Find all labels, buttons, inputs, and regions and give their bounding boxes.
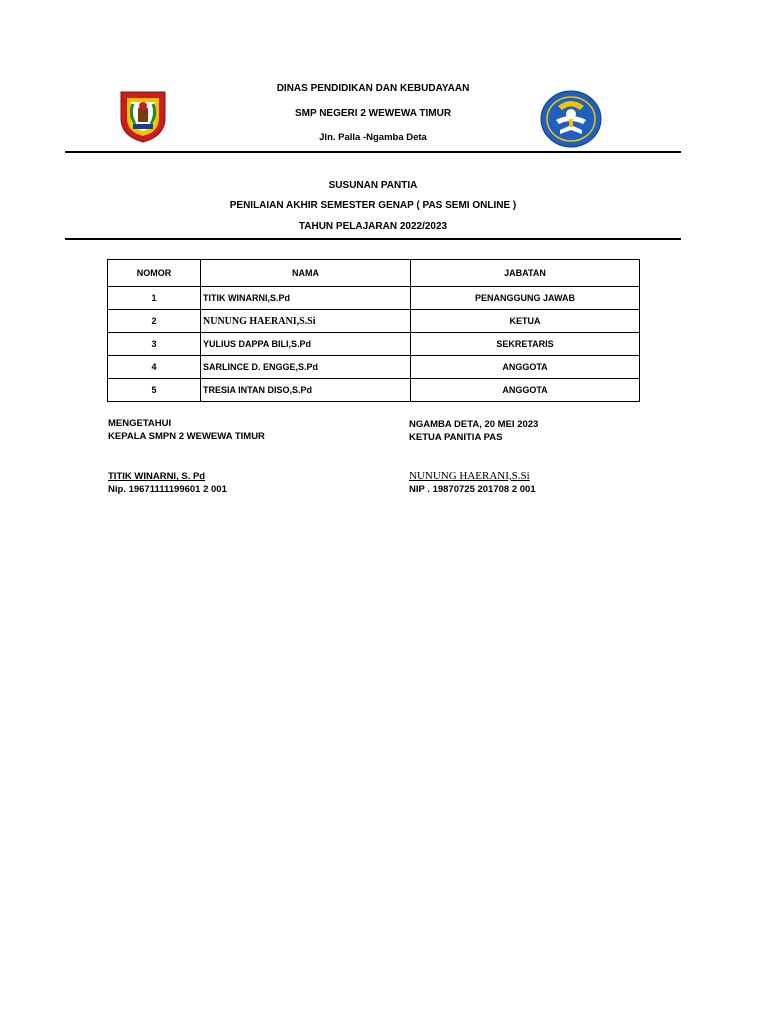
- row-name: TRESIA INTAN DISO,S.Pd: [201, 379, 411, 402]
- header-name: NAMA: [201, 260, 411, 287]
- row-name: YULIUS DAPPA BILI,S.Pd: [201, 333, 411, 356]
- left-label-title: KEPALA SMPN 2 WEWEWA TIMUR: [108, 431, 265, 442]
- row-position: KETUA: [411, 310, 640, 333]
- table-row: [108, 287, 640, 310]
- committee-table: [107, 259, 640, 402]
- row-no: 1: [108, 287, 201, 310]
- table-header-row: [108, 260, 640, 287]
- table-row: [108, 356, 640, 379]
- school-address: Jln. Palla -Ngamba Deta: [319, 132, 427, 143]
- header-divider: [65, 151, 681, 153]
- right-label-place-date: NGAMBA DETA, 20 MEI 2023: [409, 419, 539, 430]
- table-row: [108, 310, 640, 333]
- right-signer-name: NUNUNG HAERANI,S.Si: [409, 470, 530, 482]
- header-no: NOMOR: [108, 260, 201, 287]
- row-no: 5: [108, 379, 201, 402]
- row-position: SEKRETARIS: [411, 333, 640, 356]
- doc-title: SUSUNAN PANTIA: [328, 180, 418, 191]
- agency-name: DINAS PENDIDIKAN DAN KEBUDAYAAN: [276, 83, 470, 94]
- row-position: ANGGOTA: [411, 356, 640, 379]
- left-signer-nip: Nip. 19671111199601 2 001: [108, 484, 227, 495]
- row-name: TITIK WINARNI,S.Pd: [201, 287, 411, 310]
- right-signature-block: [409, 418, 538, 496]
- title-divider: [65, 238, 681, 240]
- row-no: 4: [108, 356, 201, 379]
- academic-year: TAHUN PELAJARAN 2022/2023: [298, 221, 448, 232]
- left-label-acknowledged: MENGETAHUI: [108, 418, 172, 429]
- row-no: 3: [108, 333, 201, 356]
- row-name: SARLINCE D. ENGGE,S.Pd: [201, 356, 411, 379]
- left-signer-name: TITIK WINARNI, S. Pd: [108, 471, 206, 482]
- school-name: SMP NEGERI 2 WEWEWA TIMUR: [294, 108, 452, 119]
- header-position: JABATAN: [411, 260, 640, 287]
- left-signature-block: [108, 417, 265, 496]
- row-position: PENANGGUNG JAWAB: [411, 287, 640, 310]
- table-row: [108, 333, 640, 356]
- row-no: 2: [108, 310, 201, 333]
- table-row: [108, 379, 640, 402]
- row-position: ANGGOTA: [411, 379, 640, 402]
- right-signer-nip: NIP . 19870725 201708 2 001: [409, 484, 536, 495]
- doc-subtitle: PENILAIAN AKHIR SEMESTER GENAP ( PAS SEMI ONLINE ): [229, 200, 517, 211]
- right-label-title: KETUA PANITIA PAS: [409, 432, 503, 443]
- row-name: NUNUNG HAERANI,S.Si: [201, 310, 411, 333]
